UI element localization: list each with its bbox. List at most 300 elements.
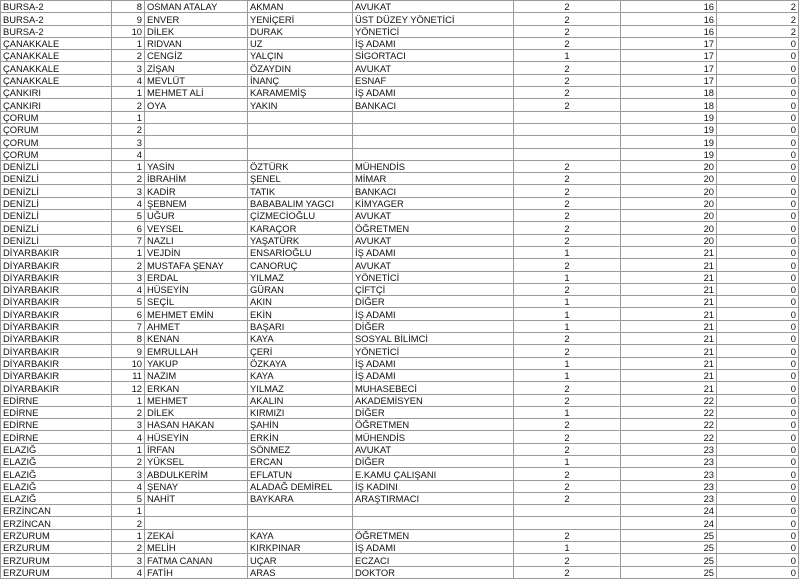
order-cell[interactable]: 3: [112, 62, 145, 74]
last-name-cell[interactable]: KIRMIZI: [248, 406, 353, 418]
order-cell[interactable]: 1: [112, 443, 145, 455]
count-cell[interactable]: 0: [717, 148, 799, 160]
occupation-cell[interactable]: MÜHENDİS: [353, 431, 514, 443]
occupation-cell[interactable]: AVUKAT: [353, 443, 514, 455]
occupation-cell[interactable]: SİGORTACI: [353, 50, 514, 62]
first-name-cell[interactable]: ABDULKERİM: [145, 468, 248, 480]
first-name-cell[interactable]: ŞEBNEM: [145, 197, 248, 209]
last-name-cell[interactable]: BABABALIM YAGCI: [248, 197, 353, 209]
code-cell[interactable]: 2: [514, 185, 621, 197]
order-cell[interactable]: 6: [112, 222, 145, 234]
count-cell[interactable]: 0: [717, 517, 799, 529]
last-name-cell[interactable]: TATIK: [248, 185, 353, 197]
first-name-cell[interactable]: VEYSEL: [145, 222, 248, 234]
code-cell[interactable]: 2: [514, 173, 621, 185]
count-cell[interactable]: 0: [717, 345, 799, 357]
code-cell[interactable]: 2: [514, 87, 621, 99]
district-cell[interactable]: 25: [621, 554, 717, 566]
first-name-cell[interactable]: YAKUP: [145, 357, 248, 369]
count-cell[interactable]: 0: [717, 271, 799, 283]
last-name-cell[interactable]: BAYKARA: [248, 492, 353, 504]
order-cell[interactable]: 9: [112, 13, 145, 25]
order-cell[interactable]: 7: [112, 234, 145, 246]
code-cell[interactable]: 2: [514, 443, 621, 455]
province-cell[interactable]: DİYARBAKIR: [1, 259, 112, 271]
count-cell[interactable]: 0: [717, 308, 799, 320]
code-cell[interactable]: 2: [514, 13, 621, 25]
occupation-cell[interactable]: AVUKAT: [353, 1, 514, 13]
code-cell[interactable]: 1: [514, 50, 621, 62]
district-cell[interactable]: 18: [621, 99, 717, 111]
last-name-cell[interactable]: [248, 517, 353, 529]
code-cell[interactable]: 2: [514, 1, 621, 13]
district-cell[interactable]: 21: [621, 296, 717, 308]
last-name-cell[interactable]: BAŞARI: [248, 320, 353, 332]
province-cell[interactable]: DİYARBAKIR: [1, 296, 112, 308]
occupation-cell[interactable]: [353, 505, 514, 517]
province-cell[interactable]: EDİRNE: [1, 394, 112, 406]
order-cell[interactable]: 9: [112, 345, 145, 357]
occupation-cell[interactable]: [353, 111, 514, 123]
count-cell[interactable]: 0: [717, 333, 799, 345]
province-cell[interactable]: DENİZLİ: [1, 173, 112, 185]
last-name-cell[interactable]: GÜRAN: [248, 283, 353, 295]
order-cell[interactable]: 4: [112, 566, 145, 578]
last-name-cell[interactable]: KARAMEMİŞ: [248, 87, 353, 99]
occupation-cell[interactable]: ECZACI: [353, 554, 514, 566]
order-cell[interactable]: 6: [112, 308, 145, 320]
first-name-cell[interactable]: DİLEK: [145, 25, 248, 37]
order-cell[interactable]: 4: [112, 480, 145, 492]
province-cell[interactable]: ERZURUM: [1, 529, 112, 541]
occupation-cell[interactable]: İŞ ADAMI: [353, 357, 514, 369]
last-name-cell[interactable]: ÖZAYDIN: [248, 62, 353, 74]
last-name-cell[interactable]: [248, 111, 353, 123]
district-cell[interactable]: 24: [621, 517, 717, 529]
first-name-cell[interactable]: [145, 148, 248, 160]
last-name-cell[interactable]: CANORUÇ: [248, 259, 353, 271]
code-cell[interactable]: 2: [514, 160, 621, 172]
occupation-cell[interactable]: ÇİFTÇİ: [353, 283, 514, 295]
code-cell[interactable]: 2: [514, 62, 621, 74]
occupation-cell[interactable]: DİĞER: [353, 455, 514, 467]
occupation-cell[interactable]: AVUKAT: [353, 259, 514, 271]
count-cell[interactable]: 0: [717, 382, 799, 394]
count-cell[interactable]: 0: [717, 283, 799, 295]
occupation-cell[interactable]: İŞ ADAMI: [353, 246, 514, 258]
code-cell[interactable]: [514, 517, 621, 529]
district-cell[interactable]: 21: [621, 259, 717, 271]
order-cell[interactable]: 4: [112, 74, 145, 86]
province-cell[interactable]: DİYARBAKIR: [1, 357, 112, 369]
order-cell[interactable]: 8: [112, 1, 145, 13]
district-cell[interactable]: 21: [621, 333, 717, 345]
province-cell[interactable]: ÇORUM: [1, 136, 112, 148]
province-cell[interactable]: ERZURUM: [1, 566, 112, 578]
order-cell[interactable]: 4: [112, 148, 145, 160]
order-cell[interactable]: 5: [112, 492, 145, 504]
order-cell[interactable]: 10: [112, 357, 145, 369]
district-cell[interactable]: 17: [621, 50, 717, 62]
occupation-cell[interactable]: ÜST DÜZEY YÖNETİCİ: [353, 13, 514, 25]
count-cell[interactable]: 0: [717, 197, 799, 209]
order-cell[interactable]: 2: [112, 50, 145, 62]
district-cell[interactable]: 20: [621, 173, 717, 185]
occupation-cell[interactable]: [353, 123, 514, 135]
code-cell[interactable]: 1: [514, 357, 621, 369]
count-cell[interactable]: 0: [717, 123, 799, 135]
district-cell[interactable]: 22: [621, 394, 717, 406]
occupation-cell[interactable]: İŞ ADAMI: [353, 87, 514, 99]
first-name-cell[interactable]: AHMET: [145, 320, 248, 332]
district-cell[interactable]: 20: [621, 160, 717, 172]
occupation-cell[interactable]: E.KAMU ÇALIŞANI: [353, 468, 514, 480]
district-cell[interactable]: 19: [621, 111, 717, 123]
order-cell[interactable]: 2: [112, 99, 145, 111]
last-name-cell[interactable]: KAYA: [248, 369, 353, 381]
code-cell[interactable]: 2: [514, 554, 621, 566]
district-cell[interactable]: 25: [621, 542, 717, 554]
count-cell[interactable]: 0: [717, 529, 799, 541]
last-name-cell[interactable]: ALADAĞ DEMİREL: [248, 480, 353, 492]
first-name-cell[interactable]: MEHMET ALİ: [145, 87, 248, 99]
first-name-cell[interactable]: [145, 505, 248, 517]
province-cell[interactable]: DİYARBAKIR: [1, 333, 112, 345]
code-cell[interactable]: 2: [514, 345, 621, 357]
count-cell[interactable]: 0: [717, 62, 799, 74]
last-name-cell[interactable]: ERKİN: [248, 431, 353, 443]
last-name-cell[interactable]: YILMAZ: [248, 271, 353, 283]
first-name-cell[interactable]: DİLEK: [145, 406, 248, 418]
count-cell[interactable]: 0: [717, 173, 799, 185]
occupation-cell[interactable]: ÖĞRETMEN: [353, 419, 514, 431]
code-cell[interactable]: 2: [514, 492, 621, 504]
count-cell[interactable]: 0: [717, 246, 799, 258]
occupation-cell[interactable]: SOSYAL BİLİMCİ: [353, 333, 514, 345]
last-name-cell[interactable]: ŞAHİN: [248, 419, 353, 431]
last-name-cell[interactable]: [248, 505, 353, 517]
order-cell[interactable]: 3: [112, 554, 145, 566]
province-cell[interactable]: ELAZIĞ: [1, 468, 112, 480]
first-name-cell[interactable]: [145, 111, 248, 123]
occupation-cell[interactable]: ÖĞRETMEN: [353, 222, 514, 234]
district-cell[interactable]: 23: [621, 492, 717, 504]
count-cell[interactable]: 0: [717, 505, 799, 517]
count-cell[interactable]: 0: [717, 320, 799, 332]
occupation-cell[interactable]: MİMAR: [353, 173, 514, 185]
last-name-cell[interactable]: KIRKPINAR: [248, 542, 353, 554]
occupation-cell[interactable]: BANKACI: [353, 185, 514, 197]
occupation-cell[interactable]: AVUKAT: [353, 62, 514, 74]
count-cell[interactable]: 0: [717, 234, 799, 246]
occupation-cell[interactable]: [353, 517, 514, 529]
province-cell[interactable]: ÇANKIRI: [1, 99, 112, 111]
count-cell[interactable]: 0: [717, 369, 799, 381]
first-name-cell[interactable]: SEÇİL: [145, 296, 248, 308]
code-cell[interactable]: 2: [514, 197, 621, 209]
code-cell[interactable]: 2: [514, 431, 621, 443]
occupation-cell[interactable]: DOKTOR: [353, 566, 514, 578]
occupation-cell[interactable]: İŞ KADINI: [353, 480, 514, 492]
first-name-cell[interactable]: MEHMET: [145, 394, 248, 406]
province-cell[interactable]: DİYARBAKIR: [1, 382, 112, 394]
first-name-cell[interactable]: OYA: [145, 99, 248, 111]
first-name-cell[interactable]: [145, 136, 248, 148]
order-cell[interactable]: 3: [112, 419, 145, 431]
first-name-cell[interactable]: ZİŞAN: [145, 62, 248, 74]
count-cell[interactable]: 0: [717, 406, 799, 418]
count-cell[interactable]: 0: [717, 87, 799, 99]
code-cell[interactable]: 2: [514, 99, 621, 111]
province-cell[interactable]: DİYARBAKIR: [1, 345, 112, 357]
last-name-cell[interactable]: YALÇIN: [248, 50, 353, 62]
count-cell[interactable]: 0: [717, 492, 799, 504]
first-name-cell[interactable]: HÜSEYİN: [145, 283, 248, 295]
first-name-cell[interactable]: İRFAN: [145, 443, 248, 455]
order-cell[interactable]: 1: [112, 529, 145, 541]
occupation-cell[interactable]: ÖĞRETMEN: [353, 529, 514, 541]
order-cell[interactable]: 1: [112, 111, 145, 123]
code-cell[interactable]: 2: [514, 566, 621, 578]
code-cell[interactable]: 2: [514, 37, 621, 49]
occupation-cell[interactable]: [353, 136, 514, 148]
order-cell[interactable]: 3: [112, 271, 145, 283]
first-name-cell[interactable]: FATİH: [145, 566, 248, 578]
code-cell[interactable]: 1: [514, 406, 621, 418]
first-name-cell[interactable]: HÜSEYİN: [145, 431, 248, 443]
first-name-cell[interactable]: ŞENAY: [145, 480, 248, 492]
first-name-cell[interactable]: MEHMET EMİN: [145, 308, 248, 320]
count-cell[interactable]: 0: [717, 37, 799, 49]
district-cell[interactable]: 25: [621, 529, 717, 541]
order-cell[interactable]: 5: [112, 210, 145, 222]
code-cell[interactable]: 1: [514, 542, 621, 554]
first-name-cell[interactable]: EMRULLAH: [145, 345, 248, 357]
code-cell[interactable]: 2: [514, 234, 621, 246]
count-cell[interactable]: 2: [717, 25, 799, 37]
last-name-cell[interactable]: YENİÇERİ: [248, 13, 353, 25]
province-cell[interactable]: BURSA-2: [1, 13, 112, 25]
occupation-cell[interactable]: İŞ ADAMI: [353, 308, 514, 320]
occupation-cell[interactable]: AVUKAT: [353, 234, 514, 246]
count-cell[interactable]: 0: [717, 431, 799, 443]
occupation-cell[interactable]: İŞ ADAMI: [353, 542, 514, 554]
order-cell[interactable]: 4: [112, 431, 145, 443]
order-cell[interactable]: 1: [112, 160, 145, 172]
district-cell[interactable]: 22: [621, 431, 717, 443]
district-cell[interactable]: 17: [621, 37, 717, 49]
code-cell[interactable]: 1: [514, 320, 621, 332]
code-cell[interactable]: 2: [514, 210, 621, 222]
district-cell[interactable]: 21: [621, 246, 717, 258]
province-cell[interactable]: DENİZLİ: [1, 160, 112, 172]
district-cell[interactable]: 21: [621, 345, 717, 357]
last-name-cell[interactable]: ENSARİOĞLU: [248, 246, 353, 258]
last-name-cell[interactable]: YAŞATÜRK: [248, 234, 353, 246]
first-name-cell[interactable]: UĞUR: [145, 210, 248, 222]
last-name-cell[interactable]: SÖNMEZ: [248, 443, 353, 455]
last-name-cell[interactable]: YILMAZ: [248, 382, 353, 394]
last-name-cell[interactable]: KARAÇOR: [248, 222, 353, 234]
count-cell[interactable]: 0: [717, 296, 799, 308]
province-cell[interactable]: EDİRNE: [1, 431, 112, 443]
district-cell[interactable]: 23: [621, 443, 717, 455]
first-name-cell[interactable]: VEJDİN: [145, 246, 248, 258]
count-cell[interactable]: 0: [717, 111, 799, 123]
first-name-cell[interactable]: İBRAHİM: [145, 173, 248, 185]
code-cell[interactable]: 1: [514, 369, 621, 381]
province-cell[interactable]: DENİZLİ: [1, 222, 112, 234]
occupation-cell[interactable]: ESNAF: [353, 74, 514, 86]
code-cell[interactable]: 2: [514, 283, 621, 295]
province-cell[interactable]: ERZURUM: [1, 554, 112, 566]
order-cell[interactable]: 2: [112, 173, 145, 185]
code-cell[interactable]: 2: [514, 333, 621, 345]
order-cell[interactable]: 3: [112, 185, 145, 197]
district-cell[interactable]: 23: [621, 455, 717, 467]
last-name-cell[interactable]: ÇERİ: [248, 345, 353, 357]
occupation-cell[interactable]: AVUKAT: [353, 210, 514, 222]
occupation-cell[interactable]: AKADEMİSYEN: [353, 394, 514, 406]
last-name-cell[interactable]: [248, 123, 353, 135]
last-name-cell[interactable]: [248, 136, 353, 148]
code-cell[interactable]: 1: [514, 455, 621, 467]
district-cell[interactable]: 21: [621, 320, 717, 332]
province-cell[interactable]: DİYARBAKIR: [1, 369, 112, 381]
order-cell[interactable]: 1: [112, 505, 145, 517]
province-cell[interactable]: DENİZLİ: [1, 210, 112, 222]
count-cell[interactable]: 0: [717, 222, 799, 234]
occupation-cell[interactable]: DİĞER: [353, 406, 514, 418]
code-cell[interactable]: [514, 136, 621, 148]
order-cell[interactable]: 1: [112, 246, 145, 258]
province-cell[interactable]: EDİRNE: [1, 406, 112, 418]
count-cell[interactable]: 0: [717, 455, 799, 467]
first-name-cell[interactable]: HASAN HAKAN: [145, 419, 248, 431]
first-name-cell[interactable]: ERDAL: [145, 271, 248, 283]
province-cell[interactable]: ELAZIĞ: [1, 455, 112, 467]
occupation-cell[interactable]: BANKACI: [353, 99, 514, 111]
district-cell[interactable]: 17: [621, 74, 717, 86]
order-cell[interactable]: 5: [112, 296, 145, 308]
order-cell[interactable]: 4: [112, 197, 145, 209]
first-name-cell[interactable]: MELİH: [145, 542, 248, 554]
last-name-cell[interactable]: EKİN: [248, 308, 353, 320]
order-cell[interactable]: 2: [112, 455, 145, 467]
district-cell[interactable]: 21: [621, 357, 717, 369]
province-cell[interactable]: BURSA-2: [1, 1, 112, 13]
province-cell[interactable]: ELAZIĞ: [1, 443, 112, 455]
first-name-cell[interactable]: OSMAN ATALAY: [145, 1, 248, 13]
province-cell[interactable]: ÇORUM: [1, 123, 112, 135]
code-cell[interactable]: 1: [514, 308, 621, 320]
province-cell[interactable]: ÇANAKKALE: [1, 62, 112, 74]
district-cell[interactable]: 18: [621, 87, 717, 99]
code-cell[interactable]: [514, 505, 621, 517]
occupation-cell[interactable]: YÖNETİCİ: [353, 25, 514, 37]
occupation-cell[interactable]: ARAŞTIRMACI: [353, 492, 514, 504]
district-cell[interactable]: 24: [621, 505, 717, 517]
first-name-cell[interactable]: ZEKAİ: [145, 529, 248, 541]
province-cell[interactable]: ERZİNCAN: [1, 505, 112, 517]
province-cell[interactable]: DENİZLİ: [1, 197, 112, 209]
occupation-cell[interactable]: DİĞER: [353, 296, 514, 308]
code-cell[interactable]: 2: [514, 74, 621, 86]
last-name-cell[interactable]: KAYA: [248, 333, 353, 345]
district-cell[interactable]: 16: [621, 13, 717, 25]
first-name-cell[interactable]: YÜKSEL: [145, 455, 248, 467]
count-cell[interactable]: 0: [717, 419, 799, 431]
province-cell[interactable]: ELAZIĞ: [1, 480, 112, 492]
district-cell[interactable]: 23: [621, 480, 717, 492]
code-cell[interactable]: 2: [514, 382, 621, 394]
district-cell[interactable]: 20: [621, 197, 717, 209]
occupation-cell[interactable]: İŞ ADAMI: [353, 37, 514, 49]
occupation-cell[interactable]: MUHASEBECİ: [353, 382, 514, 394]
last-name-cell[interactable]: DURAK: [248, 25, 353, 37]
province-cell[interactable]: ELAZIĞ: [1, 492, 112, 504]
province-cell[interactable]: ERZURUM: [1, 542, 112, 554]
district-cell[interactable]: 21: [621, 283, 717, 295]
first-name-cell[interactable]: KADİR: [145, 185, 248, 197]
count-cell[interactable]: 0: [717, 542, 799, 554]
code-cell[interactable]: [514, 148, 621, 160]
district-cell[interactable]: 25: [621, 566, 717, 578]
district-cell[interactable]: 19: [621, 123, 717, 135]
last-name-cell[interactable]: EFLATUN: [248, 468, 353, 480]
last-name-cell[interactable]: ÖZKAYA: [248, 357, 353, 369]
last-name-cell[interactable]: ARAS: [248, 566, 353, 578]
last-name-cell[interactable]: KAYA: [248, 529, 353, 541]
last-name-cell[interactable]: AKIN: [248, 296, 353, 308]
district-cell[interactable]: 21: [621, 271, 717, 283]
order-cell[interactable]: 11: [112, 369, 145, 381]
first-name-cell[interactable]: NAZLI: [145, 234, 248, 246]
last-name-cell[interactable]: AKMAN: [248, 1, 353, 13]
code-cell[interactable]: 1: [514, 296, 621, 308]
first-name-cell[interactable]: [145, 517, 248, 529]
code-cell[interactable]: 2: [514, 25, 621, 37]
order-cell[interactable]: 4: [112, 283, 145, 295]
count-cell[interactable]: 0: [717, 136, 799, 148]
district-cell[interactable]: 16: [621, 1, 717, 13]
order-cell[interactable]: 3: [112, 468, 145, 480]
province-cell[interactable]: ÇANAKKALE: [1, 74, 112, 86]
code-cell[interactable]: 2: [514, 468, 621, 480]
province-cell[interactable]: ÇANAKKALE: [1, 50, 112, 62]
code-cell[interactable]: [514, 111, 621, 123]
province-cell[interactable]: ÇANKIRI: [1, 87, 112, 99]
occupation-cell[interactable]: KİMYAGER: [353, 197, 514, 209]
province-cell[interactable]: DENİZLİ: [1, 185, 112, 197]
occupation-cell[interactable]: MÜHENDİS: [353, 160, 514, 172]
count-cell[interactable]: 2: [717, 13, 799, 25]
district-cell[interactable]: 16: [621, 25, 717, 37]
district-cell[interactable]: 17: [621, 62, 717, 74]
last-name-cell[interactable]: UÇAR: [248, 554, 353, 566]
province-cell[interactable]: ÇORUM: [1, 148, 112, 160]
occupation-cell[interactable]: YÖNETİCİ: [353, 345, 514, 357]
province-cell[interactable]: DİYARBAKIR: [1, 320, 112, 332]
count-cell[interactable]: 0: [717, 99, 799, 111]
province-cell[interactable]: DİYARBAKIR: [1, 283, 112, 295]
occupation-cell[interactable]: İŞ ADAMI: [353, 369, 514, 381]
count-cell[interactable]: 0: [717, 443, 799, 455]
code-cell[interactable]: 1: [514, 246, 621, 258]
occupation-cell[interactable]: [353, 148, 514, 160]
district-cell[interactable]: 23: [621, 468, 717, 480]
code-cell[interactable]: 2: [514, 480, 621, 492]
